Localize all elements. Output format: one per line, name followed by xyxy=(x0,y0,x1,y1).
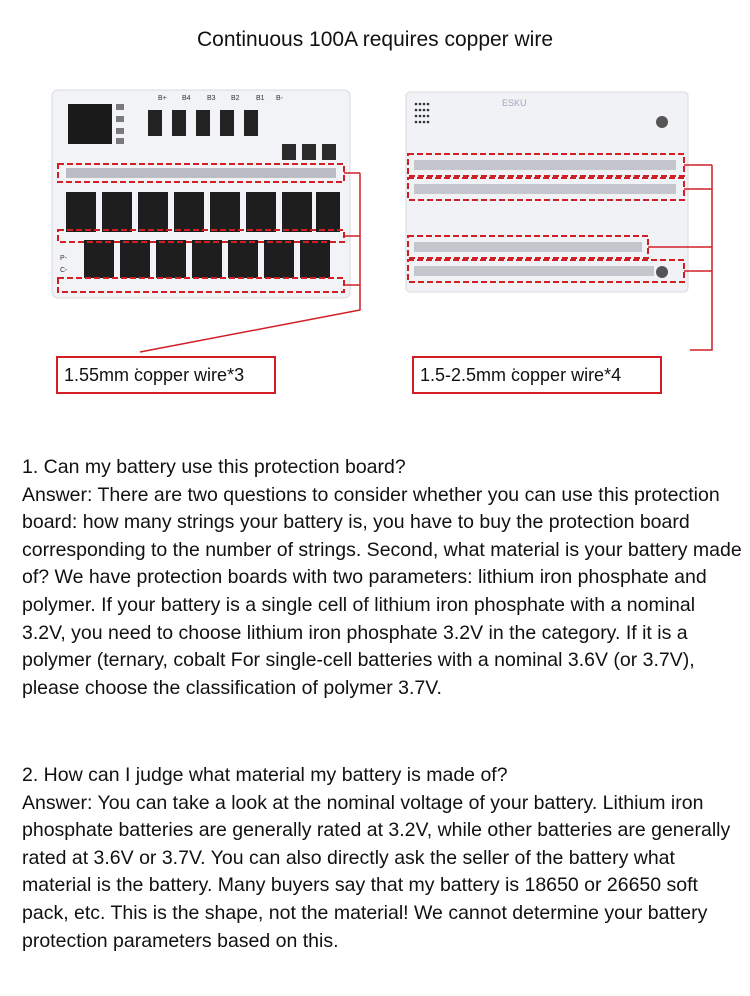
left-wire-callout: 1.55mm ͘copper wire*3 xyxy=(56,356,276,394)
label-b-plus: B+ xyxy=(158,95,167,102)
faq-item-1 xyxy=(22,454,742,702)
label-b2: B2 xyxy=(231,95,240,102)
faq-answer-1: Answer: There are two questions to consider whether you can use this protection board: how many strings your battery is, you have to buy the protection board corresponding to the number of strings. Second, what material is your battery made of? We have protection boards with two parameters: lithium iron phosphate and polymer. If your battery is a single cell of lithium iron phosphate with a nominal 3.2V, you need to choose lithium iron phosphate 3.2V in the category. If it is a polymer (ternary, cobalt For single-cell batteries with a nominal 3.6V (or 3.7V), please choose the classification of polymer 3.7V. xyxy=(22,483,742,699)
label-b3: B3 xyxy=(207,95,216,102)
mosfet-row-1 xyxy=(66,192,340,232)
pcb-front-image xyxy=(0,80,380,400)
page-heading: Continuous 100A requires copper wire xyxy=(196,28,554,51)
silk-logo: ESKU xyxy=(502,98,527,108)
mosfet-row-2 xyxy=(84,240,330,278)
pcb-back-image xyxy=(390,80,740,400)
label-b1: B1 xyxy=(256,95,265,102)
label-b4: B4 xyxy=(182,95,191,102)
right-wire-callout: 1.5-2.5mm ͘copper wire*4 xyxy=(412,356,662,394)
faq-item-2 xyxy=(22,762,742,955)
faq-question-1: 1. Can my battery use this protection board? xyxy=(22,456,406,478)
label-b-minus: B- xyxy=(276,95,283,102)
label-c-minus: C- xyxy=(60,267,68,274)
control-ic xyxy=(68,104,112,144)
faq-question-2: 2. How can I judge what material my battery is made of? xyxy=(22,764,508,786)
faq-answer-2: Answer: You can take a look at the nominal voltage of your battery. Lithium iron phosphate batteries are generally rated at 3.2V, while other batteries are generally rated at 3.6V or 3.7V. You can also directly ask the seller of the battery what material is the battery. Many buyers say that my battery is 18650 or 26650 soft pack, etc. This is the shape, not the material! We cannot determine your battery protection parameters based on this. xyxy=(22,791,731,952)
label-p-minus: P- xyxy=(60,255,67,262)
